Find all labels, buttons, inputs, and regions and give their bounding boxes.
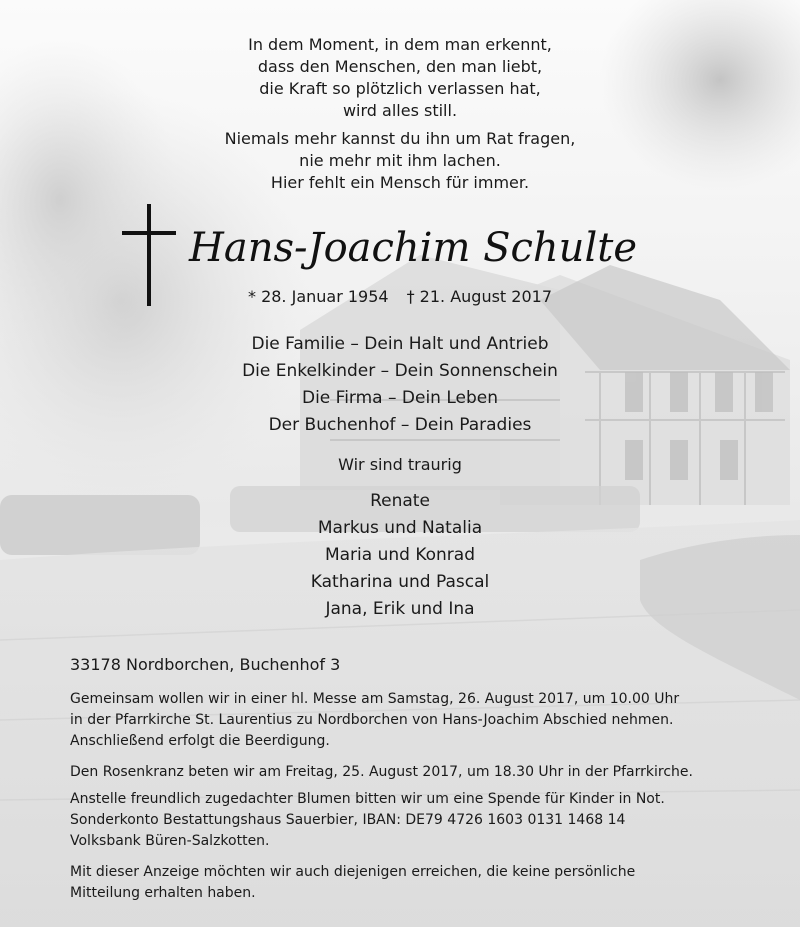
notice-line: Gemeinsam wollen wir in einer hl. Messe am Samstag, 26. August 2017, um 10.00 Uhr (70, 691, 680, 707)
mourner-name: Katharina und Pascal (310, 572, 490, 592)
mourning-intro: Wir sind traurig (338, 455, 462, 474)
dedication-line: Die Enkelkinder – Dein Sonnenschein (242, 361, 558, 381)
mourners-list (0, 488, 800, 623)
mourner-name: Jana, Erik und Ina (325, 599, 475, 619)
notice-line: Mitteilung erhalten haben. (70, 885, 256, 901)
verse-stanza-1 (0, 34, 800, 122)
mass-notice (70, 689, 770, 752)
notice-line: Den Rosenkranz beten wir am Freitag, 25. August 2017, um 18.30 Uhr in der Pfarrkirche. (70, 764, 693, 780)
notice-line: Anstelle freundlich zugedachter Blumen bitten wir um eine Spende für Kinder in Not. (70, 791, 665, 807)
verse-stanza-2 (0, 128, 800, 194)
verse-line: wird alles still. (342, 101, 458, 120)
mourner-name: Renate (370, 491, 430, 511)
donation-notice (70, 789, 770, 852)
notice-line: Anschließend erfolgt die Beerdigung. (70, 733, 330, 749)
life-dates (0, 286, 800, 308)
verse-line: nie mehr mit ihm lachen. (299, 151, 501, 170)
family-dedication (0, 331, 800, 439)
death-date: † 21. August 2017 (406, 287, 553, 306)
dedication-line: Die Firma – Dein Leben (301, 388, 499, 408)
deceased-name: Hans-Joachim Schulte (189, 225, 637, 271)
verse-line: Niemals mehr kannst du ihn um Rat fragen, (224, 129, 576, 148)
closing-notice (70, 862, 770, 904)
verse-line: dass den Menschen, den man liebt, (257, 57, 543, 76)
dedication-line: Der Buchenhof – Dein Paradies (268, 415, 532, 435)
verse-line: In dem Moment, in dem man erkennt, (248, 35, 552, 54)
notice-line: in der Pfarrkirche St. Laurentius zu Nordborchen von Hans-Joachim Abschied nehmen. (70, 712, 674, 728)
notice-line: Sonderkonto Bestattungshaus Sauerbier, IBAN: DE79 4726 1603 0131 1468 14 (70, 812, 626, 828)
verse-line: Hier fehlt ein Mensch für immer. (270, 173, 530, 192)
family-address: 33178 Nordborchen, Buchenhof 3 (70, 655, 341, 674)
mourner-name: Maria und Konrad (324, 545, 476, 565)
dedication-line: Die Familie – Dein Halt und Antrieb (251, 334, 549, 354)
birth-date: * 28. Januar 1954 (247, 287, 389, 306)
rosary-notice (70, 762, 770, 783)
mourner-name: Markus und Natalia (317, 518, 483, 538)
notice-line: Mit dieser Anzeige möchten wir auch diejenigen erreichen, die keine persönliche (70, 864, 636, 880)
notice-line: Volksbank Büren-Salzkotten. (70, 833, 270, 849)
verse-line: die Kraft so plötzlich verlassen hat, (259, 79, 541, 98)
